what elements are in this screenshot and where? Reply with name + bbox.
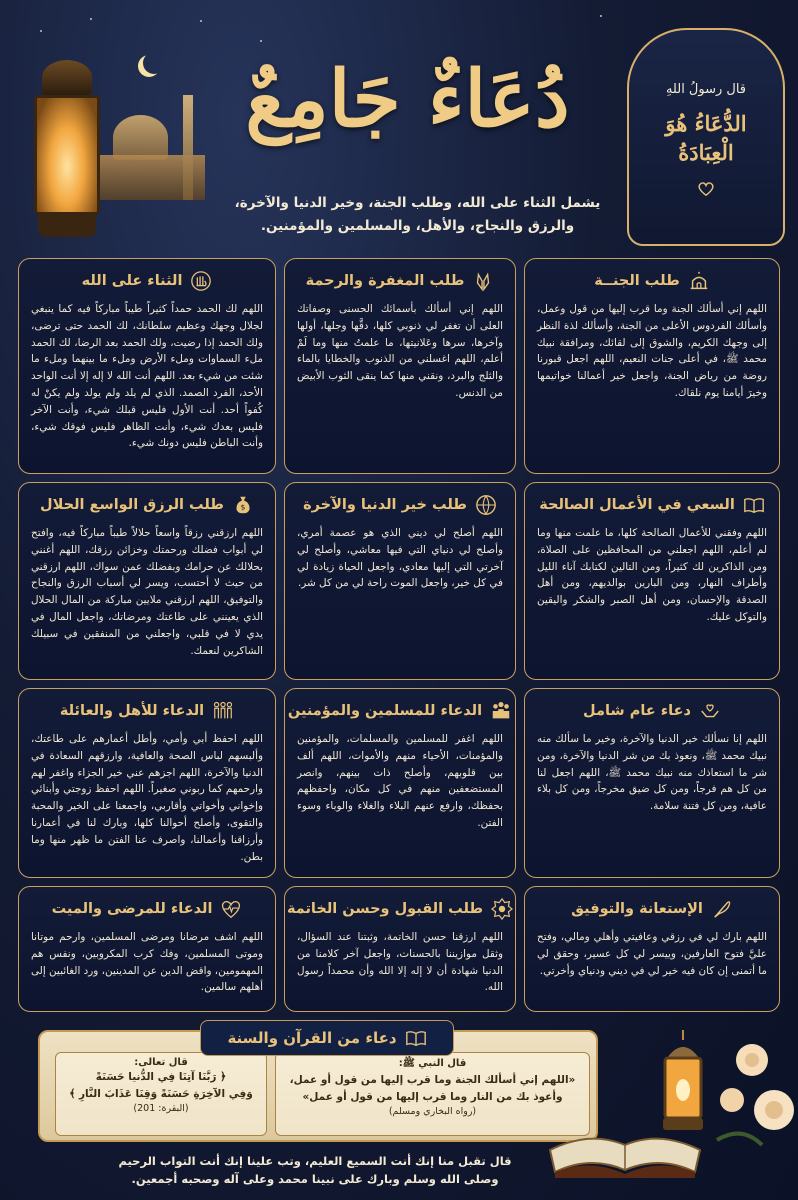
card-body: اللهم وفقني للأعمال الصالحة كلها، ما علمت منها وما لم أعلم، اللهم اجعلني من المحافظين على الصلاة، ومن الذاكرين لك كثيراً، ومن التالين لكتابك آناء الليل وأطراف النهار، ومن البارين بوالديهم، ومن أهل الصدقة والإحسان، ومن أهل الصبر والشكر واليقين والتوكل عليك. [537,527,767,623]
card-general-dua [524,688,780,878]
heartbeat-icon [220,898,242,920]
card-body: اللهم أصلح لي ديني الذي هو عصمة أمري، وأصلح لي دنياي التي فيها معاشي، وأصلح لي آخرتي التي إليها معادي، واجعل الحياة زيادة لي في كل خير، واجعل الموت راحة لي من كل شر. [297,527,503,590]
page-title: دُعَاءٌ جَامِعٌ [245,54,570,145]
card-sick-deceased [18,886,276,1012]
card-body: اللهم لك الحمد حمداً كثيراً طيباً مباركاً فيه كما ينبغي لجلال وجهك وعظيم سلطانك، لك الحمد حتى ترضى، ولك الحمد إذا رضيت، ولك الحمد بعد الرضا، لك الحمد ملء السماوات وملء الأرض وملء ما بينهما وملء ما شئت من شيء بعد. اللهم أنت الله لا إله إلا أنت الواحد الأحد، الفرد الصمد. الذي لم يلد ولم يولد ولم يكنْ له كُفواً أحد. أنت الأول فليس قبلك شيء، وأنت الآخر فليس بعدك شيء، وأنت الظاهر فليس فوقك شيء، وأنت الباطن فليس دونك شيء. [31,303,263,450]
card-muslims [284,688,516,878]
card-title: الإستعانة والتوفيق [571,901,703,917]
card-title: دعاء عام شامل [583,703,691,719]
card-family [18,688,276,878]
card-provision [18,482,276,680]
closing-line: قال تقبل منا إنك أنت السميع العليم، وتب علينا إنك أنت التواب الرحيم [118,1154,512,1168]
card-title: الثناء على الله [81,273,183,289]
quran-quote [55,1052,267,1136]
star [90,18,92,20]
card-paradise [524,258,780,474]
card-good-deeds [524,482,780,680]
card-body: اللهم إنا نسألك خير الدنيا والآخرة، وخير ما سألك منه نبيك محمد ﷺ، ونعوذ بك من شر الدنيا والآخرة، ومن شر ما استعاذك منه نبيك محمد ﷺ، اللهم اجعل لنا من كل هم فرجاً، ومن كل ضيق مخرجاً، ومن كل بلاء عافية، ومن كل فتنة سلامة. [537,733,767,813]
hadith-panel [627,28,785,246]
card-body: اللهم بارك لي في رزقي وعافيتي وأهلي ومالي، وفتح عليَّ فتوح العارفين، وييسر لي كل عسير، وحقق لي ما أتمنى إن كان فيه خير لي في ديني ودنياي وأخرتي. [537,931,767,977]
card-world-hereafter [284,482,516,680]
hadith-text: الدُّعَاءُ هُوَ الْعِبَادَةُ [665,111,747,165]
sunnah-quote [275,1052,590,1136]
money-bag-icon [232,494,254,516]
mosque-illustration [95,95,220,200]
quran-reference: (البقرة: 201) [133,1103,189,1114]
card-body: اللهم ارزقني رزقاً واسعاً حلالاً طيباً مباركاً فيه، وافتح لي أبواب فضلك ورحمتك وخزائن رزقك، اللهم أغنني بحلالك عن حرامك وبفضلك عمن سواك، اللهم ارزقني من حيث لا أحتسب، ويسر لي أسباب الرزق والنجاح والتوفيق، اللهم ارزقني ملايين مباركة من المال الحلال الذي يعينني على طاعتك ومرضاتك، واجعل المال في يدي لا في قلبي، واجعلني من المنفقين في سبيلك الشاكرين لنعمك. [31,527,263,657]
open-book-icon [405,1027,427,1049]
globe-icon [475,494,497,516]
closing-line: وصلى الله وسلم وبارك على نبينا محمد وعلى آله وصحبه أجمعين. [131,1172,499,1186]
sunnah-text-line: وأعوذ بك من النار وما قرب إليها من قول أو عمل» [302,1091,563,1103]
card-title: طلب القبول وحسن الخاتمة [286,901,484,917]
allah-calligraphy-icon [190,270,212,292]
hadith-intro: قال رسولُ اللهِ [665,82,747,97]
card-title: طلب الرزق الواسع الحلال [40,497,224,513]
mosque-icon [688,270,710,292]
people-group-icon [490,700,512,722]
card-title: السعي في الأعمال الصالحة [539,497,735,513]
card-body: اللهم اغفر للمسلمين والمسلمات، والمؤمنين والمؤمنات، الأحياء منهم والأموات، اللهم ألف بين قلوبهم، وأصلح ذات بينهم، وانصر المستضعفين منهم في كل مكان، واحفظهم بحفظك، وارفع عنهم البلاء والغلاء والوباء وسوء الفتن. [297,733,503,829]
card-praise [18,258,276,474]
card-seeking-help [524,886,780,1012]
card-title: طلب الجنــة [594,273,680,289]
bottom-section-heading [200,1020,454,1056]
card-body: اللهم اشف مرضانا ومرضى المسلمين، وارحم موتانا وموتى المسلمين، وفك كرب المكروبين، ونفس هم المهمومين، واقض الدين عن المدينين، ورد الغائبين إلى أهلهم سالمين. [31,931,263,994]
family-icon [212,700,234,722]
page-subtitle [225,192,610,238]
star [40,30,42,32]
bottom-heading-text: دعاء من القرآن والسنة [227,1029,397,1047]
quran-verse-line: وَفِي الآخِرَةِ حَسَنَةً وَقِنَا عَذَابَ النَّارِ ﴾ [69,1088,253,1100]
open-book-icon [743,494,765,516]
card-title: الدعاء للأهل والعائلة [59,703,205,719]
card-title: طلب المغفرة والرحمة [305,273,465,289]
subtitle-line: والرزق والنجاح، والأهل، والمسلمين والمؤمنين. [260,218,575,234]
heart-icon [697,181,715,197]
card-body: اللهم ارزقنا حسن الخاتمة، وثبتنا عند السؤال، وثقل موازيننا بالحسنات، واجعل آخر كلامنا من الدنيا شهادة أن لا إله إلا الله وأن محمداً رسول الله. [297,931,503,994]
star [260,40,262,42]
card-title: الدعاء للمرضى والميت [51,901,213,917]
subtitle-line: يشمل الثناء على الله، وطلب الجنة، وخير الدنيا والآخرة، [234,195,601,211]
octagon-star-icon [491,898,513,920]
sunnah-reference: (رواه البخاري ومسلم) [388,1106,477,1117]
roses-decoration [712,1040,798,1160]
hands-heart-icon [699,700,721,722]
svg-text:$: $ [240,502,246,512]
star [600,15,602,17]
quran-label: قال تعالى: [134,1057,188,1068]
header-scene [0,0,798,250]
card-body: اللهم إني أسألك بأسمائك الحسنى وصفاتك العلى أن تغفر لي ذنوبي كلها، دقَّها وجلها، أولها وآخرها، سرها وعَلانيتها، ما علمتُ منها وما لَمْ أعلم، اللهم اغسلني من الذنوب والخطايا بالماء والثلج والبرد، ونقني منها كما ينقى الثوب الأبيض من الدنس. [297,303,503,399]
card-forgiveness [284,258,516,474]
sunnah-text-line: «اللهم إني أسألك الجنة وما قرب إليها من قول أو عمل، [289,1074,576,1086]
sunnah-label: قال النبي ﷺ: [398,1058,467,1069]
star [200,20,202,22]
lantern-illustration [30,60,105,245]
quran-verse-line: ﴿ رَبَّنَا آتِنَا فِي الدُّنيا حَسَنَةً [95,1071,227,1083]
closing-prayer [80,1152,550,1188]
card-good-ending [284,886,516,1012]
card-body: اللهم احفظ أبي وأمي، وأطل أعمارهم على طاعتك، وألبسهم لباس الصحة والعافية، وارزقهم السعادة في الدنيا والآخرة، اللهم اجزهم عني خير الجزاء واغفر لهم وارحمهم كما ربوني صغيراً. اللهم احفظ زوجتي وأبنائي وإخواني وأخواتي وأقاربي، واجمعنا على الخير والمحبة والتقوى، وأصلح أحوالنا كلها، وبارك لنا في أعمارنا وأرزاقنا وأعمالنا، واصرف عنا الفتن ما ظهر منها وما بطن. [31,733,263,863]
feather-icon [711,898,733,920]
praying-hands-icon [472,270,494,292]
card-body: اللهم إني أسألك الجنة وما قرب إليها من قول وعمل، وأسألك الفردوس الأعلى من الجنة، وأسألك لذة النظر إلى وجهك الكريم، والشوق إلى لقائك، ومرافقة نبيك محمد ﷺ، في أعلى جنات النعيم، اللهم اجعل قبورنا روضة من رياض الجنة، واجعل خير أعمالنا خواتيمها وخيرَ أيامنا يوم نلقاك. [537,303,767,399]
crescent-moon-icon [143,52,165,74]
card-title: طلب خير الدنيا والآخرة [303,497,467,513]
open-quran-book-illustration [545,1110,705,1180]
card-title: الدعاء للمسلمين والمؤمنين [287,703,483,719]
